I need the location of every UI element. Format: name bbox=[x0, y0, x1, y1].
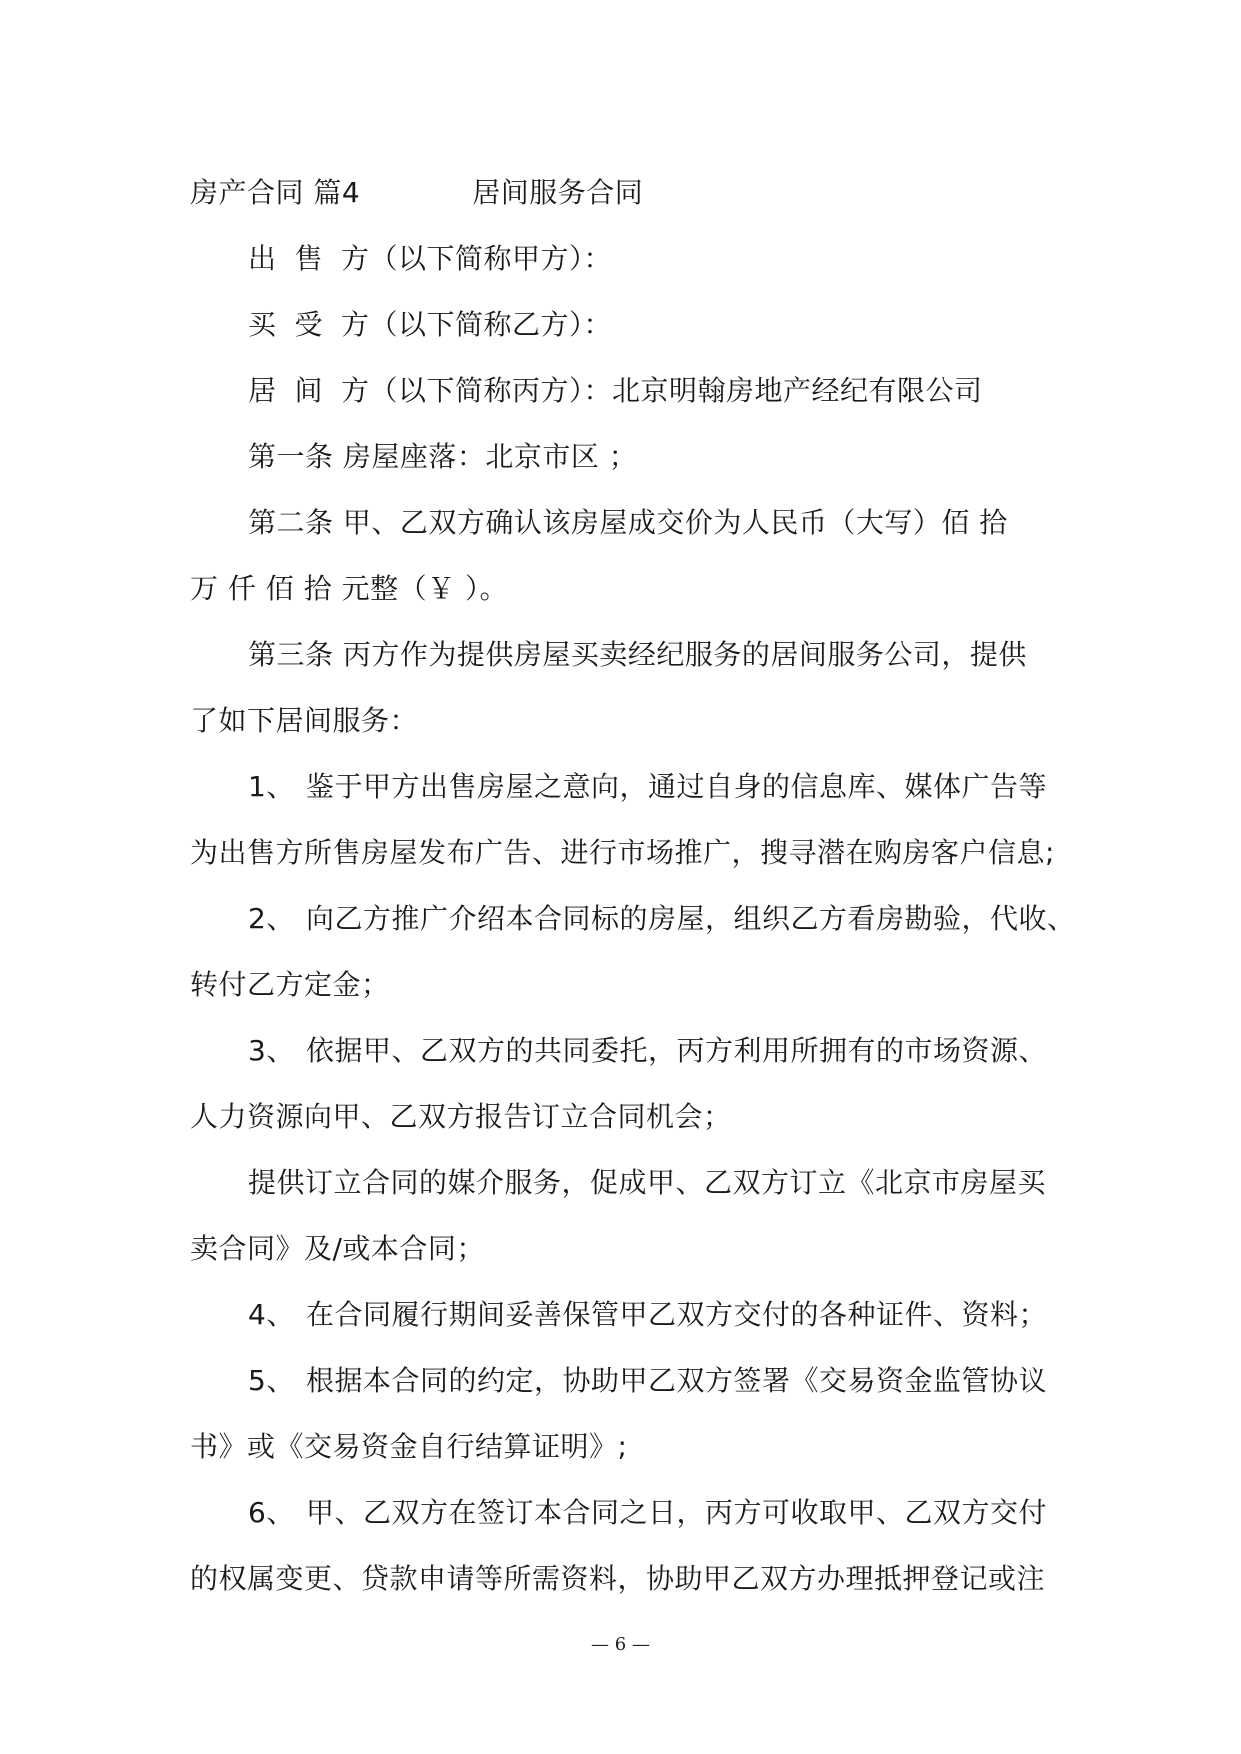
list-item-media-line-1: 提供订立合同的媒介服务，促成甲、乙双方订立《北京市房屋买 bbox=[248, 1166, 1047, 1199]
list-item-media-line-2: 卖合同》及/或本合同； bbox=[190, 1232, 485, 1265]
document-title-right: 居间服务合同 bbox=[472, 176, 644, 209]
article-3-line-2: 了如下居间服务： bbox=[190, 704, 419, 737]
party-seller-text: （以下简称甲方）： bbox=[369, 242, 613, 275]
article-3-line-1: 第三条 丙方作为提供房屋买卖经纪服务的居间服务公司，提供 bbox=[248, 638, 1027, 671]
document-body bbox=[190, 160, 1076, 1612]
party-agent-text: （以下简称丙方）：北京明翰房地产经纪有限公司 bbox=[369, 374, 983, 407]
list-item-number: 2、 bbox=[248, 902, 295, 935]
list-item-5-line-1: 5、 根据本合同的约定，协助甲乙双方签署《交易资金监管协议 bbox=[190, 1348, 1070, 1414]
party-buyer: 买 受 方（以下简称乙方）： bbox=[248, 308, 613, 341]
document-title-left: 房产合同 篇4 bbox=[190, 176, 361, 209]
list-item-2-line-1: 2、 向乙方推广介绍本合同标的房屋，组织乙方看房勘验，代收、 bbox=[190, 886, 1070, 952]
list-item-6-line-2: 的权属变更、贷款申请等所需资料，协助甲乙双方办理抵押登记或注 bbox=[190, 1562, 1046, 1595]
list-item-1-line-1: 1、 鉴于甲方出售房屋之意向，通过自身的信息库、媒体广告等 bbox=[190, 754, 1070, 820]
list-item-number: 1、 bbox=[248, 770, 295, 803]
list-item-5-line-2: 书》或《交易资金自行结算证明》; bbox=[190, 1430, 628, 1463]
list-item-2-line-2: 转付乙方定金； bbox=[190, 968, 390, 1001]
article-1: 第一条 房屋座落：北京市区 ； bbox=[248, 440, 638, 473]
document-title-line bbox=[190, 160, 1070, 226]
party-seller: 出 售 方（以下简称甲方）： bbox=[248, 242, 613, 275]
article-2-line-1: 第二条 甲、乙双方确认该房屋成交价为人民币（大写）佰 拾 bbox=[248, 506, 1008, 539]
list-item-number: 3、 bbox=[248, 1034, 295, 1067]
list-item-number: 5、 bbox=[248, 1364, 295, 1397]
page-number: — 6 — bbox=[591, 1634, 650, 1655]
list-item-3-line-2: 人力资源向甲、乙双方报告订立合同机会； bbox=[190, 1100, 732, 1133]
list-item-4-line-1: 4、 在合同履行期间妥善保管甲乙双方交付的各种证件、资料； bbox=[190, 1282, 1070, 1348]
party-agent: 居 间 方（以下简称丙方）：北京明翰房地产经纪有限公司 bbox=[248, 374, 983, 407]
list-item-1-line-2: 为出售方所售房屋发布广告、进行市场推广，搜寻潜在购房客户信息; bbox=[190, 836, 1055, 869]
list-item-number: 6、 bbox=[248, 1496, 295, 1529]
article-2-line-2: 万 仟 佰 拾 元整（￥ ）。 bbox=[190, 572, 509, 605]
list-item-3-line-1: 3、 依据甲、乙双方的共同委托，丙方利用所拥有的市场资源、 bbox=[190, 1018, 1070, 1084]
list-item-6-line-1: 6、 甲、乙双方在签订本合同之日，丙方可收取甲、乙双方交付 bbox=[190, 1480, 1070, 1546]
list-item-number: 4、 bbox=[248, 1298, 295, 1331]
party-buyer-text: （以下简称乙方）： bbox=[369, 308, 613, 341]
